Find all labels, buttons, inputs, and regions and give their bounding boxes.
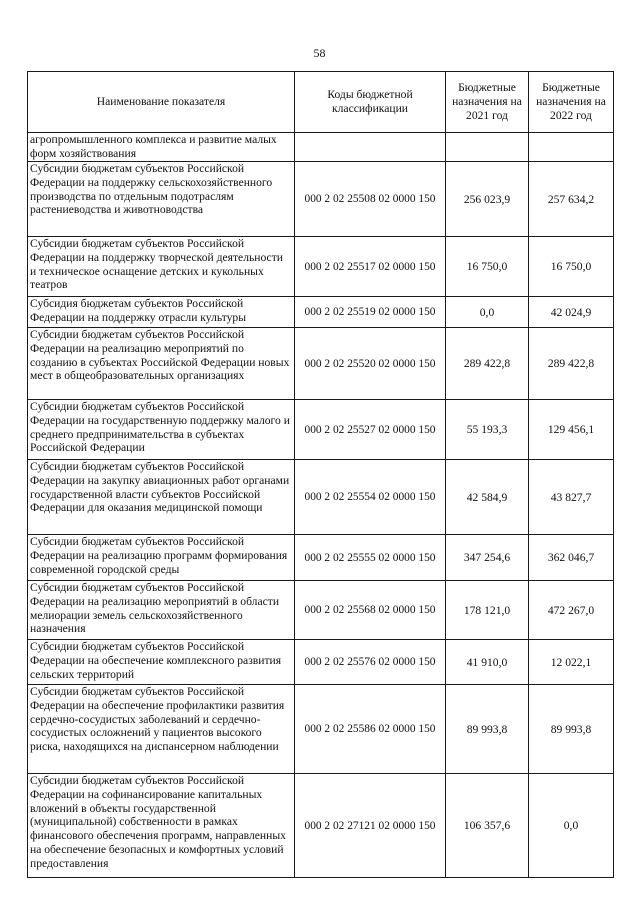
row-name: Субсидии бюджетам субъектов Российской Федерации на поддержку творческой деятельности и техническое оснащение детских и кукольных театров [28, 237, 295, 297]
row-code: 000 2 02 25527 02 0000 150 [295, 400, 446, 460]
row-code: 000 2 02 25508 02 0000 150 [295, 162, 446, 237]
table-row [28, 400, 614, 460]
row-2021: 289 422,8 [446, 328, 529, 400]
table-row [28, 535, 614, 581]
table-row [28, 162, 614, 237]
row-code [295, 133, 446, 162]
row-2022: 472 267,0 [529, 581, 614, 640]
table-row [28, 460, 614, 535]
row-code: 000 2 02 25554 02 0000 150 [295, 460, 446, 535]
table-row [28, 133, 614, 162]
row-2021: 178 121,0 [446, 581, 529, 640]
row-2022: 257 634,2 [529, 162, 614, 237]
row-2021: 42 584,9 [446, 460, 529, 535]
header-code: Коды бюджетной классификации [295, 72, 446, 133]
row-code: 000 2 02 25519 02 0000 150 [295, 297, 446, 328]
row-2021: 0,0 [446, 297, 529, 328]
row-2021: 55 193,3 [446, 400, 529, 460]
row-code: 000 2 02 25555 02 0000 150 [295, 535, 446, 581]
row-name: Субсидии бюджетам субъектов Российской Федерации на обеспечение комплексного развития сельских территорий [28, 640, 295, 685]
table-row [28, 328, 614, 400]
row-name: агропромышленного комплекса и развитие малых форм хозяйствования [28, 133, 295, 162]
row-name: Субсидии бюджетам субъектов Российской Федерации на обеспечение профилактики развития сердечно-сосудистых заболеваний и сердечно-сосудистых осложнений у пациентов высокого риска, находящихся на диспансерном наблюдении [28, 685, 295, 774]
header-2021: Бюджетные назначения на 2021 год [446, 72, 529, 133]
row-2021: 41 910,0 [446, 640, 529, 685]
row-2022: 16 750,0 [529, 237, 614, 297]
row-code: 000 2 02 25520 02 0000 150 [295, 328, 446, 400]
row-2022: 12 022,1 [529, 640, 614, 685]
row-2022: 89 993,8 [529, 685, 614, 774]
row-2021: 89 993,8 [446, 685, 529, 774]
table-header-row [28, 72, 614, 133]
row-2022: 42 024,9 [529, 297, 614, 328]
row-code: 000 2 02 25517 02 0000 150 [295, 237, 446, 297]
row-2022: 0,0 [529, 774, 614, 878]
row-code: 000 2 02 27121 02 0000 150 [295, 774, 446, 878]
row-2021: 256 023,9 [446, 162, 529, 237]
row-2022: 362 046,7 [529, 535, 614, 581]
row-name: Субсидии бюджетам субъектов Российской Федерации на софинансирование капитальных вложений в объекты государственной (муниципальной) собственности в рамках финансового обеспечения программ, направленных на обеспечение безопасных и комфортных условий предоставления [28, 774, 295, 878]
row-name: Субсидии бюджетам субъектов Российской Федерации на поддержку сельскохозяйственного производства по отдельным подотраслям растениеводства и животноводства [28, 162, 295, 237]
table-row [28, 237, 614, 297]
row-2022: 43 827,7 [529, 460, 614, 535]
header-name: Наименование показателя [28, 72, 295, 133]
row-code: 000 2 02 25568 02 0000 150 [295, 581, 446, 640]
row-2022: 129 456,1 [529, 400, 614, 460]
row-2022: 289 422,8 [529, 328, 614, 400]
row-2021: 347 254,6 [446, 535, 529, 581]
table-row [28, 774, 614, 878]
row-name: Субсидии бюджетам субъектов Российской Федерации на реализацию программ формирования современной городской среды [28, 535, 295, 581]
row-2022 [529, 133, 614, 162]
row-name: Субсидия бюджетам субъектов Российской Федерации на поддержку отрасли культуры [28, 297, 295, 328]
table-row [28, 581, 614, 640]
row-name: Субсидии бюджетам субъектов Российской Федерации на закупку авиационных работ органами государственной власти субъектов Российской Федерации для оказания медицинской помощи [28, 460, 295, 535]
row-name: Субсидии бюджетам субъектов Российской Федерации на государственную поддержку малого и среднего предпринимательства в субъектах Российской Федерации [28, 400, 295, 460]
header-2022: Бюджетные назначения на 2022 год [529, 72, 614, 133]
row-name: Субсидии бюджетам субъектов Российской Федерации на реализацию мероприятий в области мелиорации земель сельскохозяйственного назначения [28, 581, 295, 640]
budget-table [27, 71, 614, 878]
row-name: Субсидии бюджетам субъектов Российской Федерации на реализацию мероприятий по созданию в субъектах Российской Федерации новых мест в общеобразовательных организациях [28, 328, 295, 400]
table-row [28, 640, 614, 685]
row-2021 [446, 133, 529, 162]
table-row [28, 297, 614, 328]
page-number: 58 [313, 46, 326, 60]
table-row [28, 685, 614, 774]
row-code: 000 2 02 25586 02 0000 150 [295, 685, 446, 774]
row-code: 000 2 02 25576 02 0000 150 [295, 640, 446, 685]
row-2021: 16 750,0 [446, 237, 529, 297]
row-2021: 106 357,6 [446, 774, 529, 878]
